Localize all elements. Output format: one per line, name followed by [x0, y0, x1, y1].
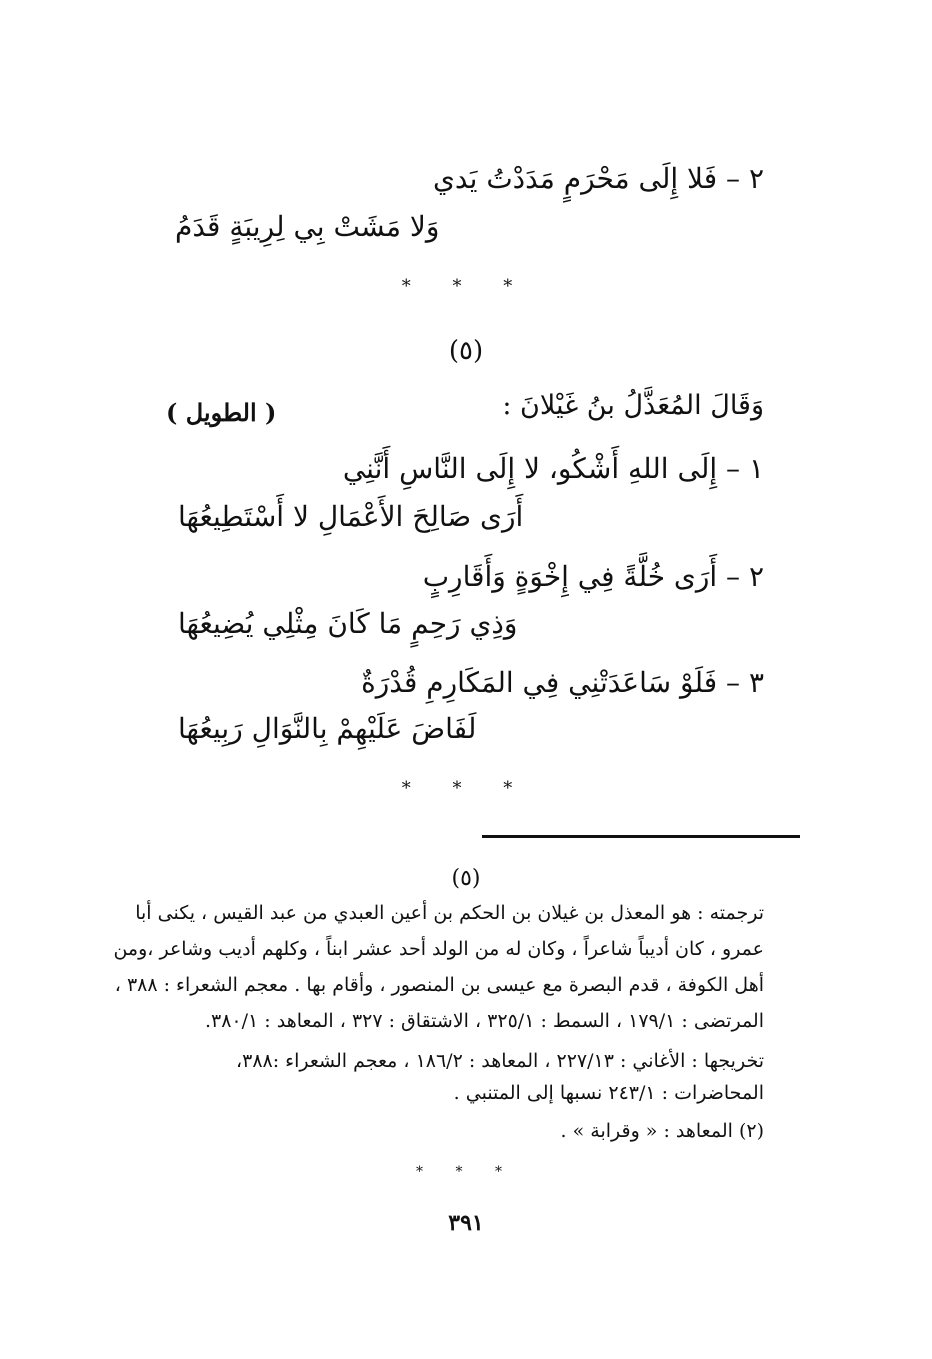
- footnote-bio-line: أهل الكوفة ، قدم البصرة مع عيسى بن المنصور ، وأقام بها . معجم الشعراء : ٣٨٨ ،: [114, 974, 764, 996]
- page-number: ٣٩١: [448, 1210, 484, 1236]
- verse-3-first-hemistich: ٣ – فَلَوْ سَاعَدَتْنِي فِي المَكَارِمِ قُدْرَةٌ: [361, 666, 764, 699]
- verse-2-first-hemistich: ٢ – أَرَى خُلَّةً فِي إِخْوَةٍ وَأَقَارِبٍ: [422, 560, 764, 593]
- prev-verse-2-second-hemistich: وَلا مَشَتْ بِي لِرِيبَةٍ قَدَمُ: [175, 210, 440, 243]
- footnote-bio-line: ترجمته : هو المعذل بن غيلان بن الحكم بن أعين العبدي من عبد القيس ، يكنى أبا: [135, 902, 764, 924]
- verse-2-second-hemistich: وَذِي رَحِمٍ مَا كَانَ مِثْلِي يُضِيعُهَا: [178, 607, 518, 640]
- prev-verse-2-first-hemistich: ٢ – فَلا إِلَى مَحْرَمٍ مَدَدْتُ يَدي: [433, 162, 764, 195]
- section-separator: * * *: [401, 276, 531, 297]
- poem-intro: وَقَالَ المُعَذَّلُ بنُ غَيْلانَ :: [502, 390, 764, 421]
- footnote-variant-note: (٢) المعاهد : « وقرابة » .: [560, 1120, 764, 1142]
- section-separator: * * *: [401, 778, 531, 799]
- footnote-number: (٥): [451, 866, 481, 891]
- footnote-bio-line: عمرو ، كان أديباً شاعراً ، وكان له من الولد أحد عشر ابناً ، وكلهم أديب وشاعر ،ومن: [113, 938, 764, 960]
- verse-1-first-hemistich: ١ – إِلَى اللهِ أَشْكُو، لا إِلَى النَّاسِ أَنَّنِي: [342, 452, 764, 485]
- verse-3-second-hemistich: لَفَاضَ عَلَيْهِمْ بِالنَّوَالِ رَبِيعُهَا: [178, 712, 477, 745]
- poem-meter: ( الطويل ): [166, 398, 277, 427]
- poem-number: (٥): [448, 336, 484, 366]
- footnote-takhrij-line: تخريجها : الأغاني : ٢٢٧/١٣ ، المعاهد : ١٨٦/٢ ، معجم الشعراء :٣٨٨،: [235, 1050, 764, 1072]
- verse-1-second-hemistich: أَرَى صَالِحَ الأَعْمَالِ لا أَسْتَطِيعُهَا: [178, 500, 524, 533]
- footnote-takhrij-line: المحاضرات : ٢٤٣/١ نسبها إلى المتنبي .: [453, 1082, 764, 1104]
- footnote-bio-line: المرتضى : ١٧٩/١ ، السمط : ٣٢٥/١ ، الاشتقاق : ٣٢٧ ، المعاهد : ٣٨٠/١.: [204, 1010, 764, 1032]
- footnote-separator: * * *: [416, 1164, 516, 1180]
- footnote-divider: [482, 835, 800, 838]
